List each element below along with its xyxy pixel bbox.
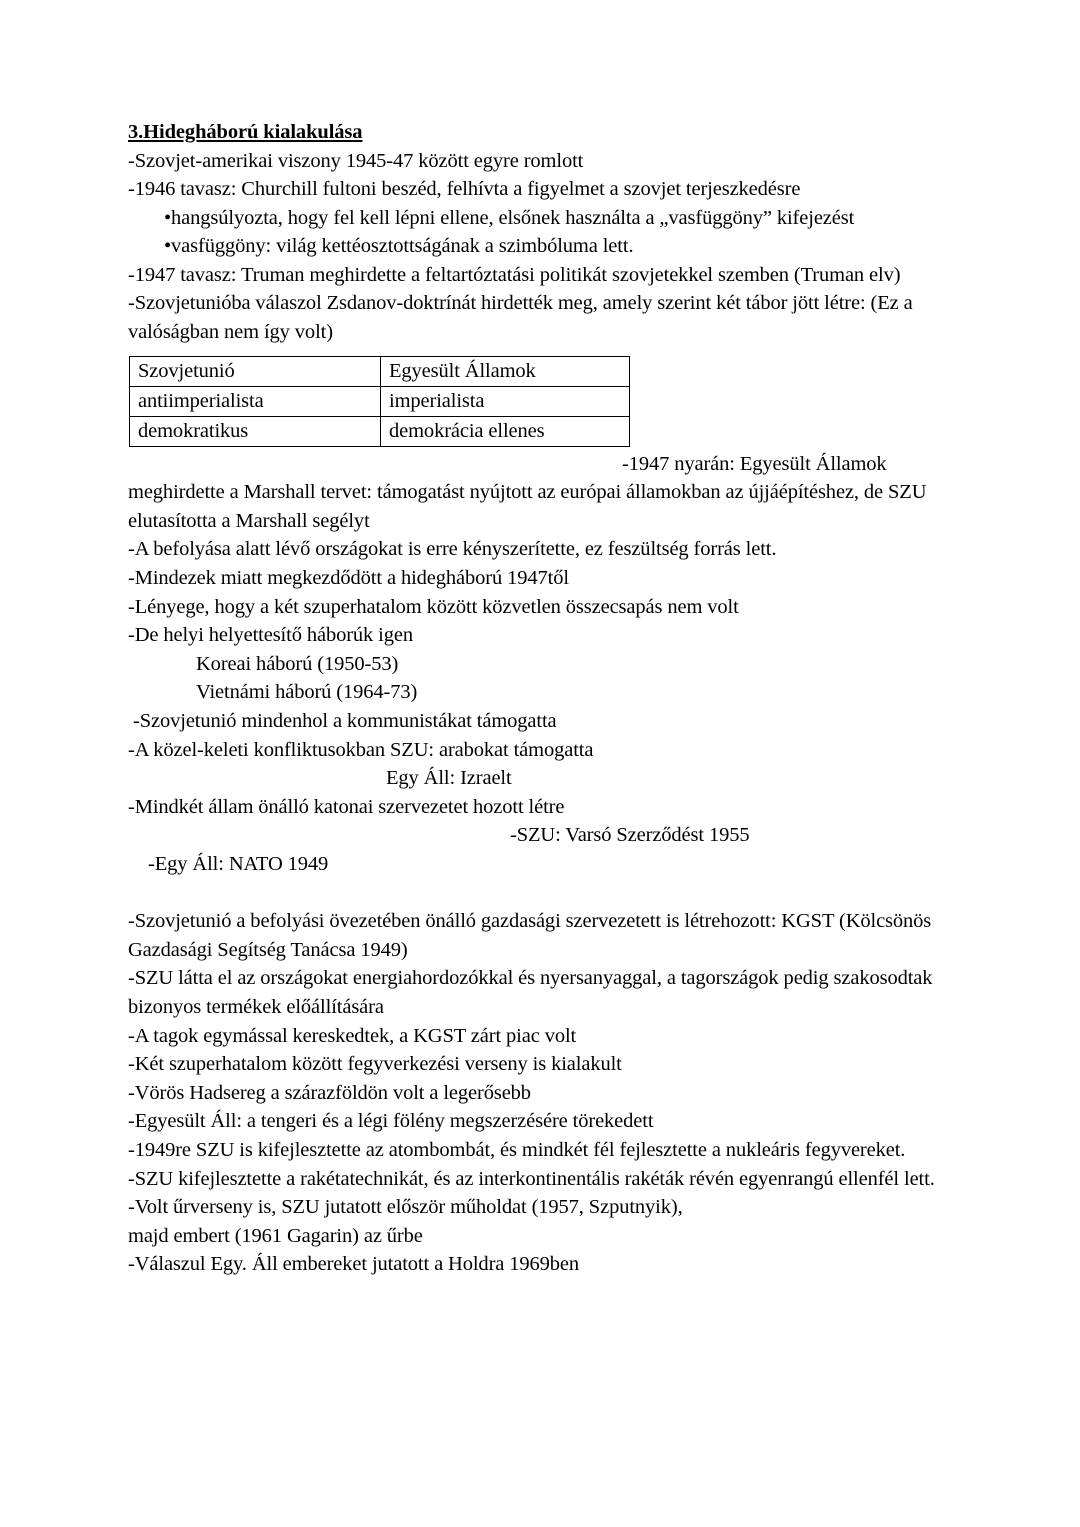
us-naval-air-line: -Egyesült Áll: a tengeri és a légi fölény megszerzésére törekedett: [128, 1110, 654, 1133]
proxy-wars-line: -De helyi helyettesítő háborúk igen: [128, 624, 413, 647]
bullet-item-1: •hangsúlyozta, hogy fel kell lépni ellene, elsőnek használta a „vasfüggöny” kifejezést: [164, 206, 855, 229]
table-cell-usa-1: imperialista: [381, 386, 630, 416]
intro-line-1: -Szovjet-amerikai viszony 1945-47 között egyre romlott: [128, 149, 584, 172]
zhdanov-doctrine-paragraph: -Szovjetunióba válaszol Zsdanov-doktrínát hirdették meg, amely szerint két tábor jött létre: (Ez a valóságban nem így volt): [128, 292, 913, 344]
rocket-technology-paragraph: -SZU kifejlesztette a rakétatechnikát, és az interkontinentális rakéták révén egyenrangú ellenfél lett.: [128, 1167, 935, 1190]
marshall-body-paragraph: meghirdette a Marshall tervet: támogatást nyújtott az európai államokban az újjáépítéshez, de SZU elutasította a Marshall segélyt: [128, 481, 927, 532]
table-cell-usa-2: demokrácia ellenes: [381, 416, 630, 446]
space-race-line-1: -Volt űrverseny is, SZU jutatott először műholdat (1957, Szputnyik),: [128, 1196, 683, 1219]
arms-race-line: -Két szuperhatalom között fegyverkezési verseny is kialakult: [128, 1053, 622, 1076]
page-title: 3.Hidegháború kialakulása: [128, 121, 363, 143]
israel-support-line: Egy Áll: Izraelt: [386, 767, 512, 790]
nato-label: -Egy Áll: NATO 1949: [148, 852, 329, 875]
soviet-support-line: -Szovjetunió mindenhol a kommunistákat támogatta: [128, 710, 557, 732]
table-cell-soviet-2: demokratikus: [130, 416, 381, 446]
space-race-line-2: majd embert (1961 Gagarin) az űrbe: [128, 1224, 423, 1247]
table-row: [130, 416, 630, 446]
warsaw-pact-label: -SZU: Varsó Szerződést 1955: [510, 824, 750, 847]
table-cell-soviet-0: Szovjetunió: [130, 356, 381, 386]
intro-line-2: -1946 tavasz: Churchill fultoni beszéd, felhívta a figyelmet a szovjet terjeszkedésre: [128, 178, 801, 201]
kgst-paragraph: -Szovjetunió a befolyási övezetében önálló gazdasági szervezetett is létrehozott: KGST (Kölcsönös Gazdasági Segítség Tanácsa 1949): [128, 910, 932, 961]
marshall-lead-line: -1947 nyarán: Egyesült Államok: [622, 452, 887, 475]
marshall-plan-block: [128, 450, 950, 536]
comparison-table-wrapper: [129, 356, 950, 447]
middle-east-line: -A közel-keleti konfliktusokban SZU: arabokat támogatta: [128, 738, 594, 761]
table-row: [130, 386, 630, 416]
truman-doctrine-paragraph: -1947 tavasz: Truman meghirdette a feltartóztatási politikát szovjetekkel szemben (Truman elv): [128, 263, 901, 286]
alliances-line: [128, 821, 950, 907]
bullet-item-2: •vasfüggöny: világ kettéosztottságának a szimbóluma lett.: [164, 235, 634, 258]
table-cell-soviet-1: antiimperialista: [130, 386, 381, 416]
coldwar-start-line: -Mindezek miatt megkezdődött a hidegháború 1947től: [128, 567, 569, 590]
no-direct-clash-line: -Lényege, hogy a két szuperhatalom között közvetlen összecsapás nem volt: [128, 595, 739, 618]
szu-supply-paragraph: -SZU látta el az országokat energiahordozókkal és nyersanyaggal, a tagországok pedig szakosodtak bizonyos termékek előállítására: [128, 967, 933, 1018]
red-army-line: -Vörös Hadsereg a szárazföldön volt a legerősebb: [128, 1081, 531, 1104]
table-row: [130, 356, 630, 386]
comparison-table: [129, 356, 630, 447]
military-orgs-line: -Mindkét állam önálló katonai szervezetet hozott létre: [128, 795, 565, 818]
moon-landing-line: -Válaszul Egy. Áll embereket jutatott a Holdra 1969ben: [128, 1253, 580, 1276]
closed-market-line: -A tagok egymással kereskedtek, a KGST zárt piac volt: [128, 1024, 577, 1047]
vietnam-war-line: Vietnámi háború (1964-73): [196, 681, 418, 704]
korean-war-line: Koreai háború (1950-53): [196, 652, 399, 675]
table-cell-usa-0: Egyesült Államok: [381, 356, 630, 386]
nuclear-weapons-paragraph: -1949re SZU is kifejlesztette az atombombát, és mindkét fél fejlesztette a nukleáris fegyvereket.: [128, 1138, 906, 1161]
pressure-line: -A befolyása alatt lévő országokat is erre kényszerítette, ez feszültség forrás lett.: [128, 538, 777, 561]
